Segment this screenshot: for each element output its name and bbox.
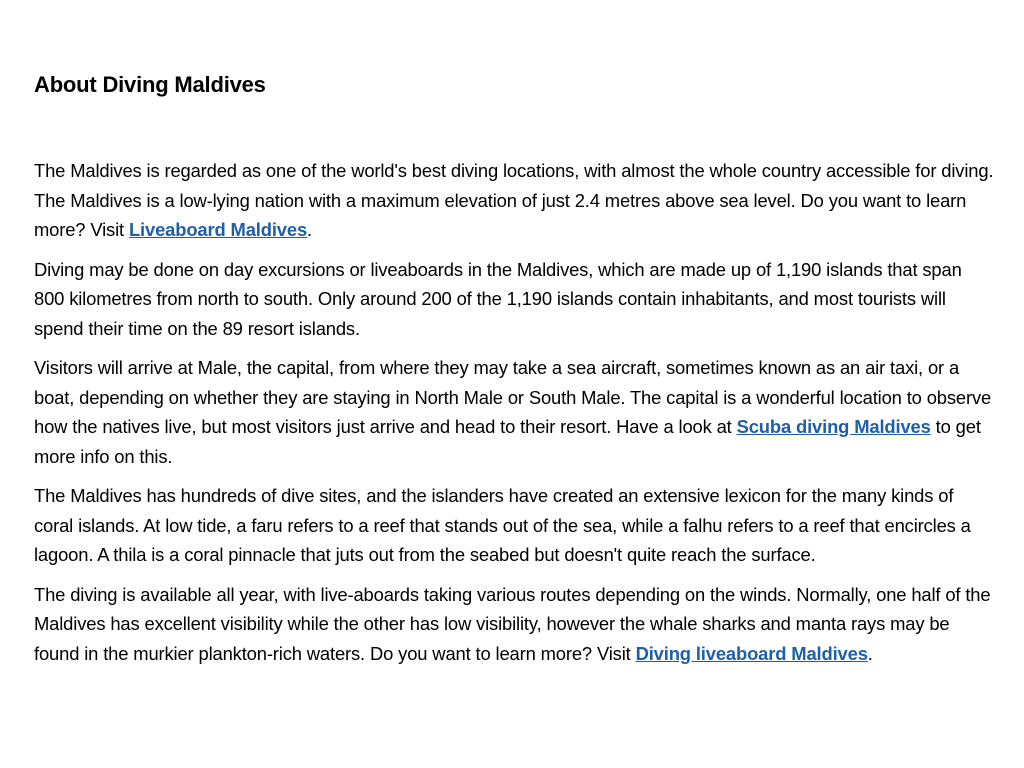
paragraph-text: The Maldives is regarded as one of the world's best diving locations, with almost the whole country accessible for diving. The Maldives is a low-lying nation with a maximum elevation of just 2.4 metres above sea level. Do you want to learn more? Visit [34, 160, 994, 240]
paragraph-intro [34, 156, 996, 245]
paragraph-text: to get more info on this. [34, 416, 981, 467]
paragraph-seasons [34, 580, 996, 669]
paragraph-text: . [867, 642, 873, 664]
page-title: About Diving Maldives [34, 72, 266, 97]
paragraph-visitors [34, 353, 996, 471]
paragraph-text: The diving is available all year, with live-aboards taking various routes depending on the winds. Normally, one half of the Maldives has excellent visibility while the other has low visibility, however the whale sharks and manta rays may be found in the murkier plankton-rich waters. Do you want to learn more? Visit [34, 583, 991, 664]
scuba-diving-maldives-link[interactable]: Scuba diving Maldives [736, 416, 931, 437]
paragraph-islands: Diving may be done on day excursions or liveaboards in the Maldives, which are made up of 1,190 islands that span 800 kilometres from north to south. Only around 200 of the 1,190 islands contain inhabitants, and most tourists will spend their time on the 89 resort islands. [34, 258, 962, 339]
paragraph-dive-sites: The Maldives has hundreds of dive sites, and the islanders have created an extensive lexicon for the many kinds of coral islands. At low tide, a faru refers to a reef that stands out of the sea, while a falhu refers to a reef that encircles a lagoon. A thila is a coral pinnacle that juts out from the seabed but doesn't quite reach the surface. [34, 485, 971, 565]
paragraph-text: Visitors will arrive at Male, the capital, from where they may take a sea aircraft, sometimes known as an air taxi, or a boat, depending on whether they are staying in North Male or South Male. The capital is a wonderful location to observe how the natives live, but most visitors just arrive and head to their resort. Have a look at [34, 357, 992, 437]
liveaboard-maldives-link[interactable]: Liveaboard Maldives [128, 219, 308, 240]
article-body [34, 156, 996, 678]
diving-liveaboard-maldives-link[interactable]: Diving liveaboard Maldives [635, 642, 868, 664]
paragraph-text: . [307, 219, 312, 240]
